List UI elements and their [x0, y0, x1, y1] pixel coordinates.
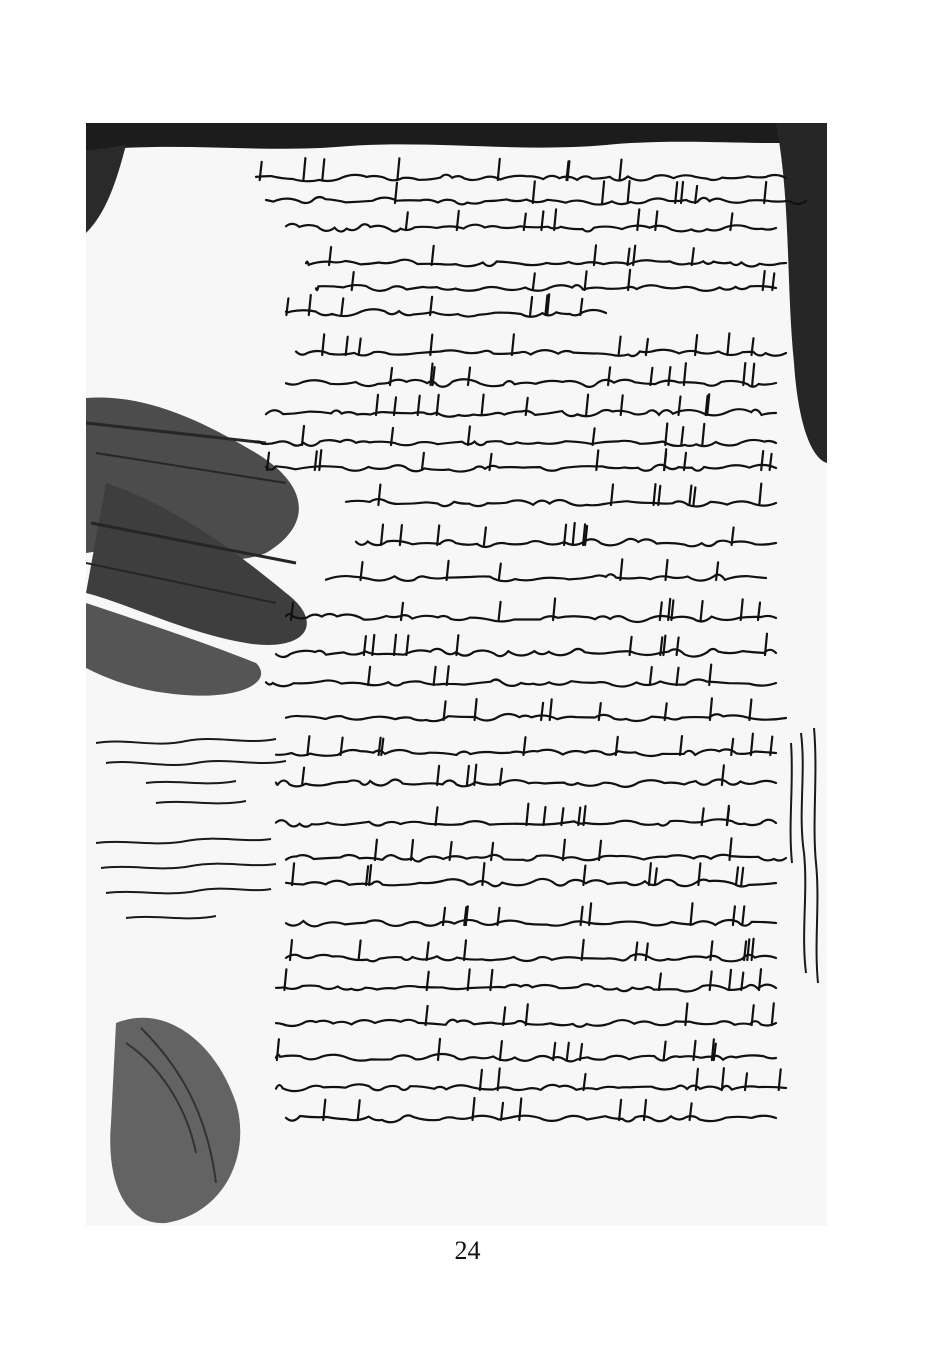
- page-number: 24: [454, 1236, 481, 1265]
- manuscript-page-image: [86, 123, 827, 1226]
- manuscript-scan-illustration: [86, 123, 827, 1226]
